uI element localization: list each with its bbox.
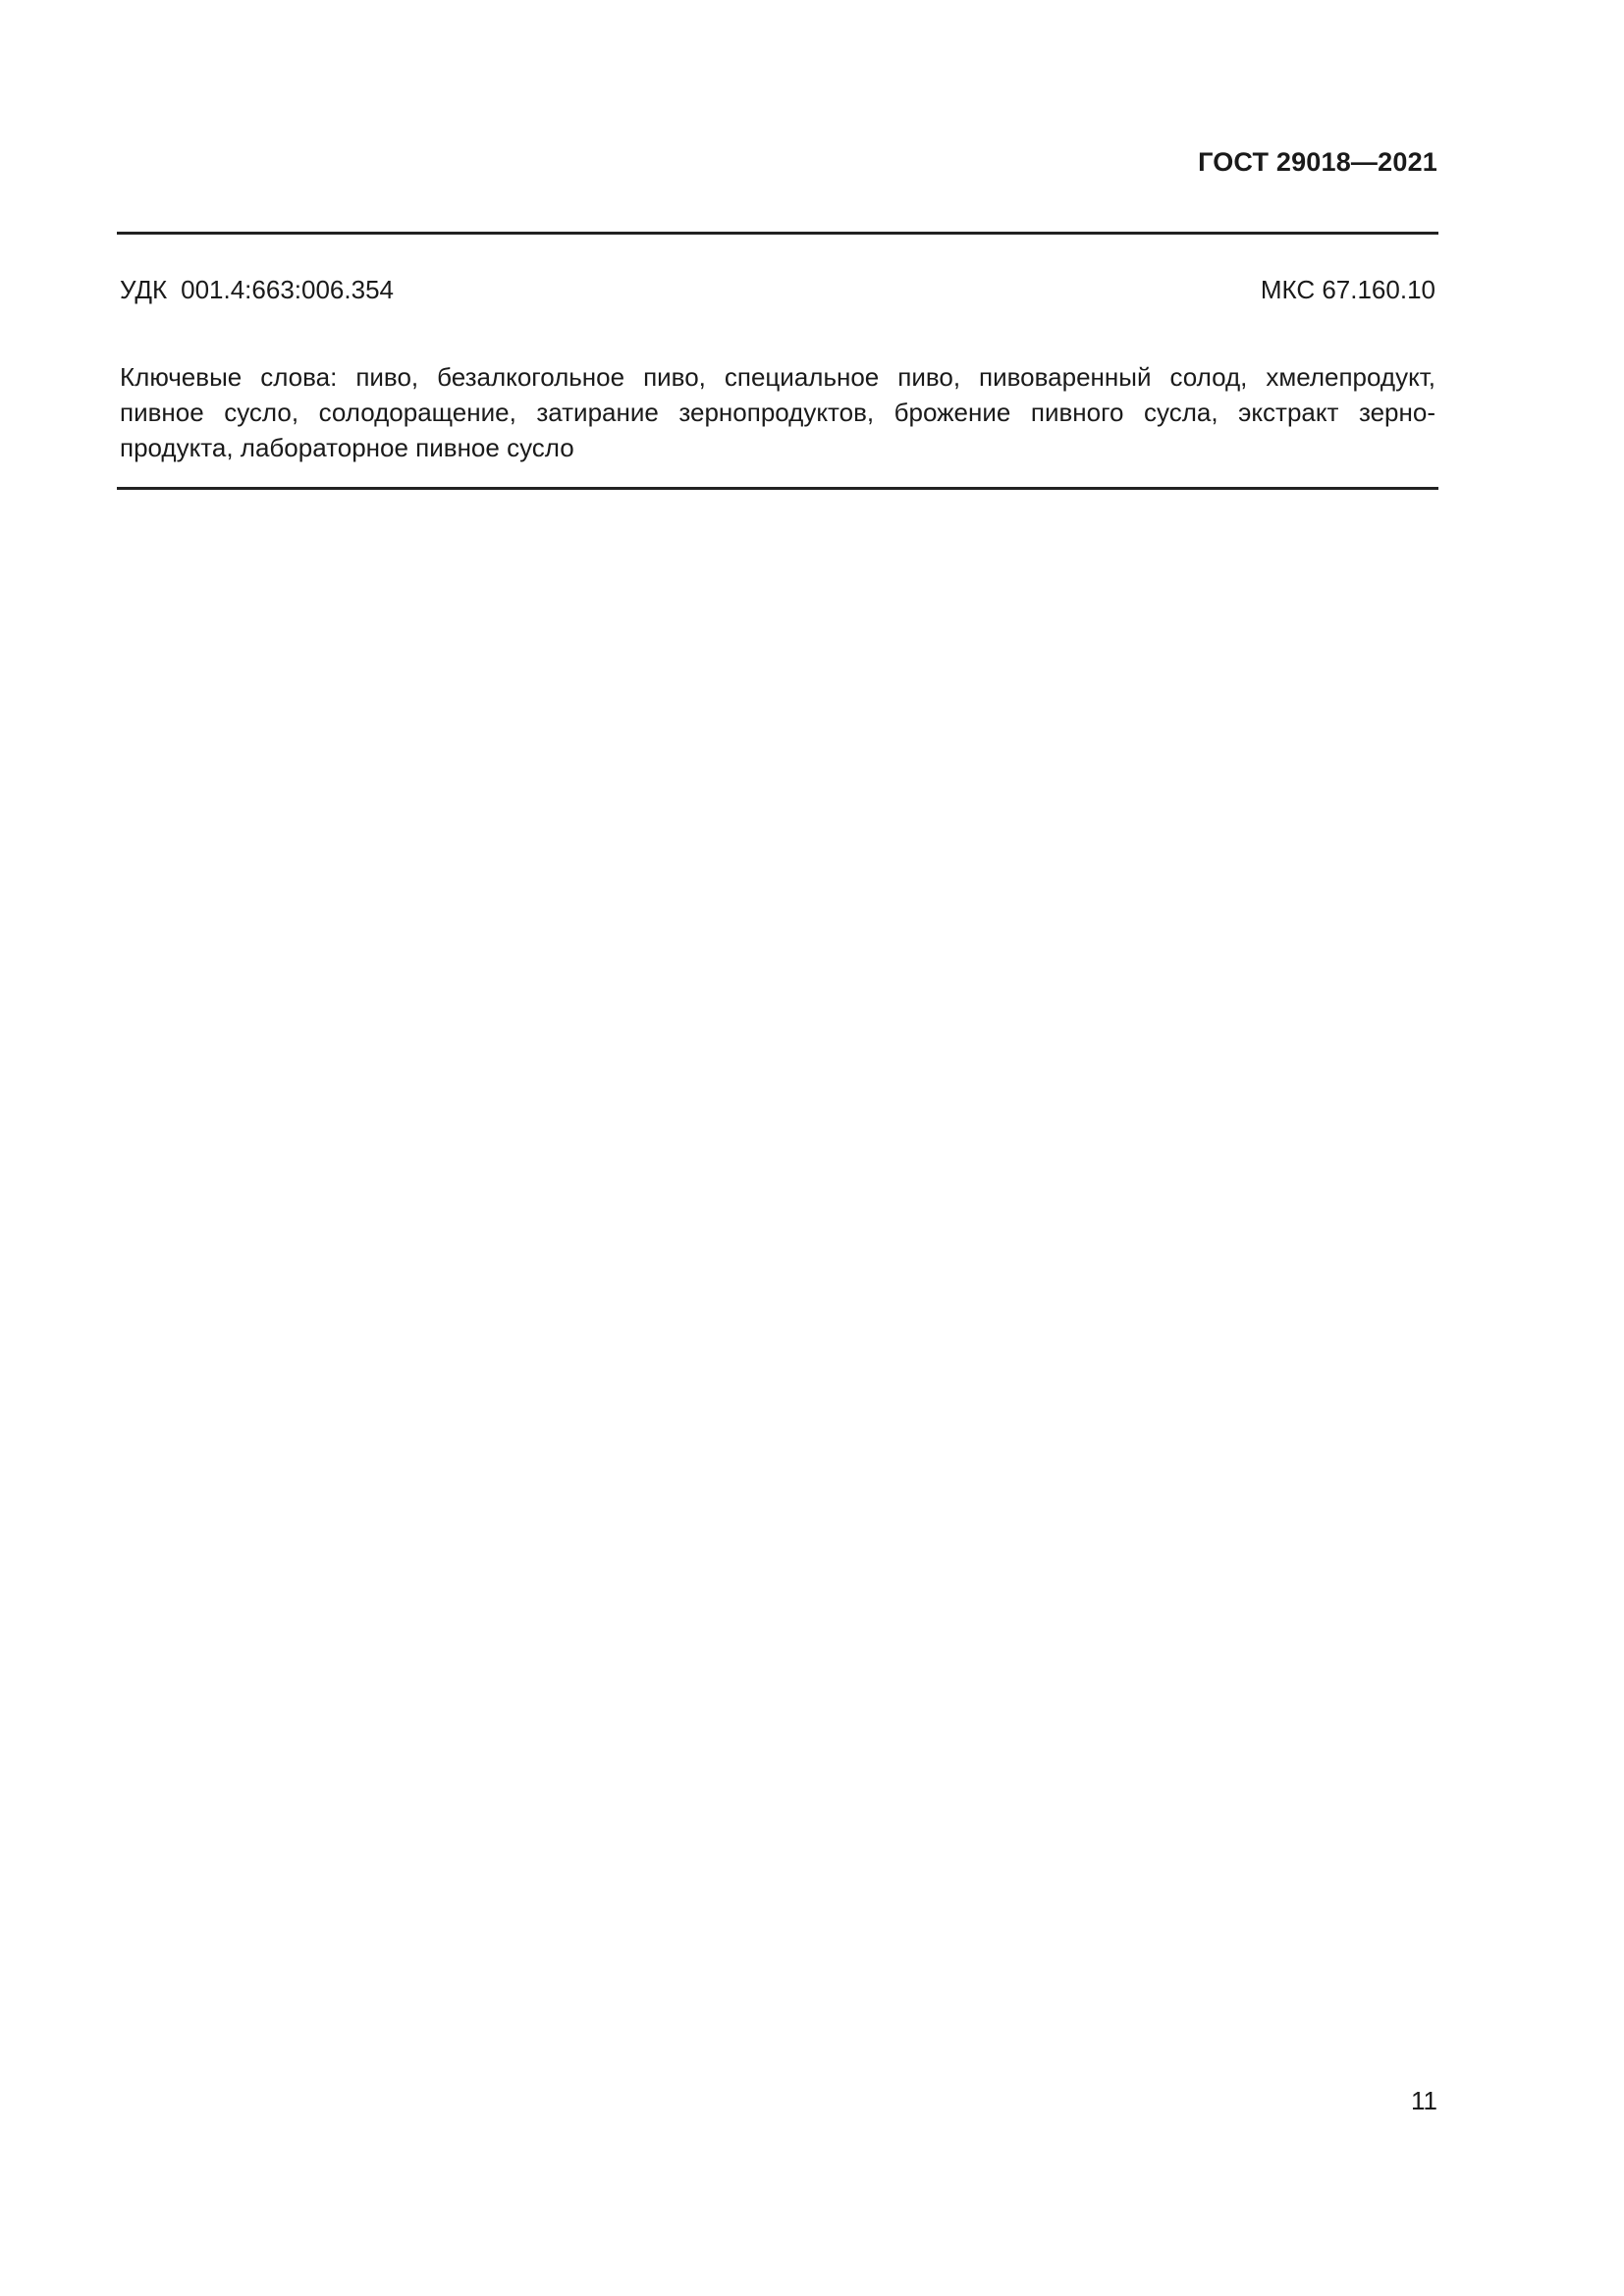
keywords-line: Ключевые слова: пиво, безалкогольное пиво, специальное пиво, пивоваренный солод, хмелепродукт, xyxy=(120,362,1435,392)
keywords-paragraph xyxy=(120,359,1435,465)
bottom-divider xyxy=(117,487,1438,490)
top-divider xyxy=(117,232,1438,235)
keywords-line: пивное сусло, солодоращение, затирание зернопродуктов, брожение пивного сусла, экстракт зерно- xyxy=(120,398,1435,427)
ics-code: МКС 67.160.10 xyxy=(1260,275,1435,304)
document-number: ГОСТ 29018—2021 xyxy=(1198,147,1437,177)
page-number: 11 xyxy=(1411,2086,1437,2115)
udc-value: 001.4:663:006.354 xyxy=(181,275,394,304)
keywords-line: продукта, лабораторное пивное сусло xyxy=(120,433,574,462)
udc-label: УДК xyxy=(120,275,168,304)
udc-code xyxy=(120,275,394,305)
